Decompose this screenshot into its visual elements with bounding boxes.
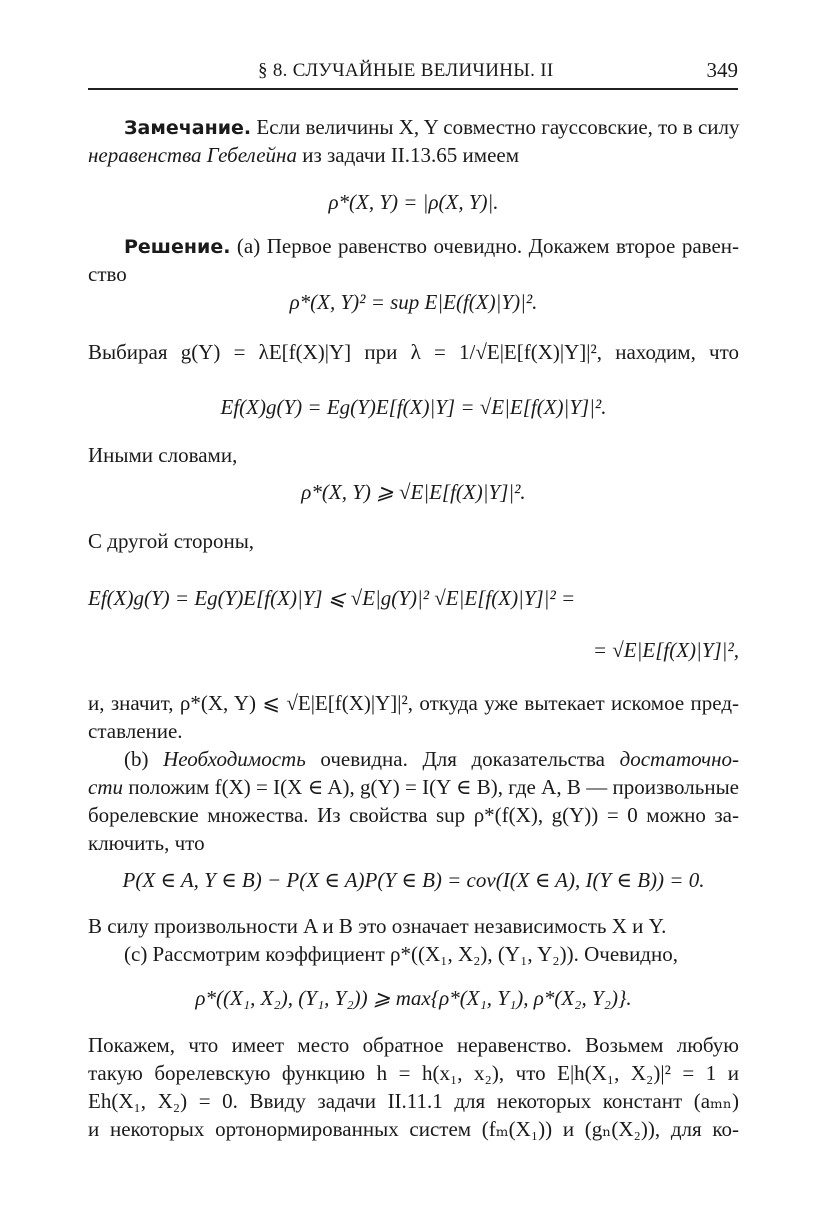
remark-text-2: из задачи II.13.65 имеем: [302, 143, 520, 167]
solution-line-2: ство: [88, 262, 127, 286]
remark-line-2: [88, 141, 739, 169]
conclusion-line-1: и, значит, ρ*(X, Y) ⩽ √E|E[f(X)|Y]|², откуда уже вытекает искомое пред-: [88, 691, 739, 715]
formula-7: ρ*((X₁, X₂), (Y₁, Y₂)) ⩾ max{ρ*(X₁, Y₁), ρ*(X₂, Y₂)}.: [195, 986, 632, 1010]
remark-text: Если величины X, Y совместно гауссовские, то в силу: [256, 115, 740, 139]
running-header: [88, 58, 738, 90]
part-b-line-1: [88, 745, 739, 773]
other-words-line: Иными словами,: [88, 443, 238, 467]
formula-5b: = √E|E[f(X)|Y]|²,: [592, 638, 739, 662]
formula-3: Ef(X)g(Y) = Eg(Y)E[f(X)|Y] = √E|E[f(X)|Y]|².: [220, 395, 607, 419]
conclusion-line-2: ставление.: [88, 719, 183, 743]
part-c-line-1: (c) Рассмотрим коэффициент ρ*((X₁, X₂), (Y₁, Y₂)). Очевидно,: [124, 942, 678, 966]
formula-6: P(X ∈ A, Y ∈ B) − P(X ∈ A)P(Y ∈ B) = cov(I(X ∈ A), I(Y ∈ B)) = 0.: [122, 868, 705, 892]
part-b-text-2: положим f(X) = I(X ∈ A), g(Y) = I(Y ∈ B), где A, B — произвольные: [128, 775, 739, 799]
solution-text: (a) Первое равенство очевидно. Докажем второе равен-: [236, 234, 740, 258]
remark-label: Замечание.: [124, 117, 252, 139]
part-c-line-5: и некоторых ортонормированных систем (fₘ(X₁)) и (gₙ(X₂)), для ко-: [88, 1117, 739, 1141]
part-b-line-3: борелевские множества. Из свойства sup ρ*(f(X), g(Y)) = 0 можно за-: [88, 803, 739, 827]
necessity-italic: Необходимость: [163, 747, 306, 771]
solution-line-1: [88, 232, 739, 261]
part-b-text: очевидна. Для доказательства: [320, 747, 605, 771]
sufficiency-italic-end: сти: [88, 775, 123, 799]
page-number: 349: [706, 58, 738, 82]
part-c-line-4: Eh(X₁, X₂) = 0. Ввиду задачи II.11.1 для некоторых констант (aₘₙ): [88, 1089, 739, 1113]
part-b-line-4: ключить, что: [88, 831, 205, 855]
section-title: § 8. СЛУЧАЙНЫЕ ВЕЛИЧИНЫ. II: [258, 60, 554, 81]
other-side-line: С другой стороны,: [88, 529, 255, 553]
part-c-line-3: такую борелевскую функцию h = h(x₁, x₂), что E|h(X₁, X₂)|² = 1 и: [88, 1061, 739, 1085]
part-b-line-5: В силу произвольности A и B это означает независимость X и Y.: [88, 914, 667, 938]
formula-4: ρ*(X, Y) ⩾ √E|E[f(X)|Y]|².: [301, 480, 526, 504]
choose-line: Выбирая g(Y) = λE[f(X)|Y] при λ = 1/√E|E[f(X)|Y]|², находим, что: [88, 340, 739, 364]
part-c-line-2: Покажем, что имеет место обратное неравенство. Возьмем любую: [88, 1033, 739, 1057]
part-b-line-2: [88, 773, 739, 801]
remark-line-1: [88, 113, 739, 142]
solution-label: Решение.: [124, 236, 231, 258]
sufficiency-italic: достаточно-: [619, 747, 739, 771]
formula-1: ρ*(X, Y) = |ρ(X, Y)|.: [328, 190, 499, 214]
formula-5a: Ef(X)g(Y) = Eg(Y)E[f(X)|Y] ⩽ √E|g(Y)|² √E|E[f(X)|Y]|² =: [88, 586, 576, 610]
formula-2: ρ*(X, Y)² = sup E|E(f(X)|Y)|².: [289, 290, 538, 314]
part-b-marker: (b): [124, 747, 149, 771]
remark-italic: неравенства Гебелейна: [88, 143, 297, 167]
